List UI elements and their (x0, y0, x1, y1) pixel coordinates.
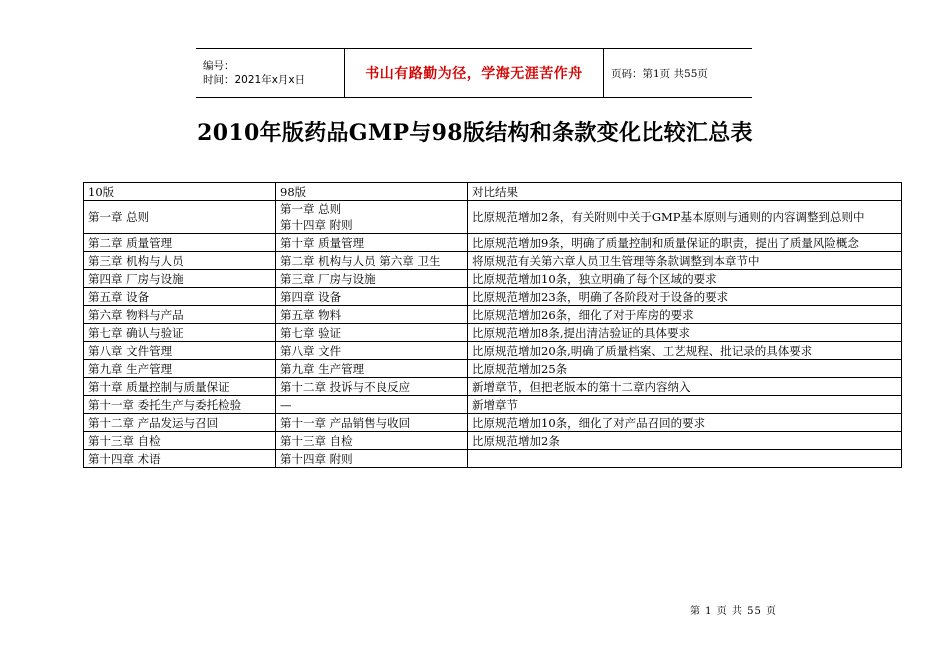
header-cell-result: 对比结果 (468, 183, 902, 201)
header-page (604, 49, 752, 97)
cell-v10-chapter: 第十三章 自检 (84, 432, 276, 450)
table-row (84, 306, 902, 324)
v98-chapter-line: 第十四章 附则 (280, 451, 353, 466)
v98-chapter-line: 第十一章 产品销售与收回 (280, 415, 411, 430)
cell-v98-chapter (276, 270, 468, 288)
cell-v98-chapter (276, 342, 468, 360)
cell-comparison-result: 比原规范增加2条，有关附则中关于GMP基本原则与通则的内容调整到总则中 (468, 201, 902, 234)
table-row (84, 324, 902, 342)
v98-chapter-line: — (280, 397, 292, 412)
cell-v98-chapter (276, 288, 468, 306)
cell-comparison-result: 比原规范增加23条，明确了各阶段对于设备的要求 (468, 288, 902, 306)
cell-v98-chapter (276, 414, 468, 432)
v98-chapter-line: 第十章 质量管理 (280, 235, 365, 250)
cell-v98-chapter (276, 306, 468, 324)
table-row (84, 378, 902, 396)
cell-comparison-result: 将原规范有关第六章人员卫生管理等条款调整到本章节中 (468, 252, 902, 270)
doc-number-label: 编号： (203, 60, 235, 72)
cell-v10-chapter: 第十一章 委托生产与委托检验 (84, 396, 276, 414)
header-info (196, 49, 344, 97)
table-row (84, 252, 902, 270)
comparison-table (83, 182, 902, 468)
cell-v98-chapter (276, 324, 468, 342)
header-motto (344, 49, 604, 97)
cell-comparison-result: 比原规范增加25条 (468, 360, 902, 378)
cell-comparison-result: 比原规范增加26条，细化了对于库房的要求 (468, 306, 902, 324)
cell-v98-chapter (276, 378, 468, 396)
table-header-row (84, 183, 902, 201)
v98-chapter-line: 第七章 验证 (280, 325, 342, 340)
cell-v10-chapter: 第十二章 产品发运与召回 (84, 414, 276, 432)
cell-comparison-result: 新增章节，但把老版本的第十二章内容纳入 (468, 378, 902, 396)
page-number-label: 页码：第1页 共55页 (611, 67, 708, 80)
page-footer: 第 1 页 共 55 页 (690, 606, 777, 617)
cell-v98-chapter (276, 201, 468, 234)
header-cell-v98: 98版 (276, 183, 468, 201)
table-row (84, 360, 902, 378)
cell-comparison-result (468, 450, 902, 468)
table-row (84, 270, 902, 288)
table-row (84, 396, 902, 414)
cell-v10-chapter: 第十四章 术语 (84, 450, 276, 468)
cell-v10-chapter: 第二章 质量管理 (84, 234, 276, 252)
cell-v10-chapter: 第十章 质量控制与质量保证 (84, 378, 276, 396)
v98-chapter-line: 第一章 总则 (280, 202, 342, 216)
table-row (84, 414, 902, 432)
table-row (84, 201, 902, 234)
table-row (84, 432, 902, 450)
cell-v98-chapter (276, 234, 468, 252)
table-row (84, 288, 902, 306)
cell-v98-chapter (276, 450, 468, 468)
table-row (84, 342, 902, 360)
v98-chapter-line: 第八章 文件 (280, 343, 342, 358)
v98-chapter-line: 第三章 厂房与设施 (280, 271, 376, 286)
v98-chapter-line: 第十四章 附则 (280, 218, 353, 232)
cell-v10-chapter: 第四章 厂房与设施 (84, 270, 276, 288)
table-row (84, 450, 902, 468)
cell-v98-chapter (276, 432, 468, 450)
cell-v98-chapter (276, 252, 468, 270)
cell-comparison-result: 比原规范增加8条,提出清洁验证的具体要求 (468, 324, 902, 342)
page-title: 2010年版药品GMP与98版结构和条款变化比较汇总表 (197, 120, 753, 146)
cell-v10-chapter: 第一章 总则 (84, 201, 276, 234)
document-header (196, 48, 752, 98)
cell-comparison-result: 比原规范增加2条 (468, 432, 902, 450)
cell-v10-chapter: 第三章 机构与人员 (84, 252, 276, 270)
v98-chapter-line: 第二章 机构与人员 第六章 卫生 (280, 253, 441, 268)
doc-date-label: 时间：2021年x月x日 (203, 74, 306, 86)
cell-comparison-result: 新增章节 (468, 396, 902, 414)
table-row (84, 234, 902, 252)
v98-chapter-line: 第十二章 投诉与不良反应 (280, 379, 411, 394)
cell-comparison-result: 比原规范增加20条,明确了质量档案、工艺规程、批记录的具体要求 (468, 342, 902, 360)
cell-v98-chapter (276, 396, 468, 414)
cell-v10-chapter: 第九章 生产管理 (84, 360, 276, 378)
cell-v98-chapter (276, 360, 468, 378)
v98-chapter-line: 第九章 生产管理 (280, 361, 365, 376)
motto-text: 书山有路勤为径，学海无涯苦作舟 (365, 66, 583, 82)
v98-chapter-line: 第十三章 自检 (280, 433, 353, 448)
cell-comparison-result: 比原规范增加10条，独立明确了每个区域的要求 (468, 270, 902, 288)
cell-v10-chapter: 第八章 文件管理 (84, 342, 276, 360)
header-cell-v10: 10版 (84, 183, 276, 201)
v98-chapter-line: 第五章 物料 (280, 307, 342, 322)
cell-v10-chapter: 第七章 确认与验证 (84, 324, 276, 342)
cell-v10-chapter: 第六章 物料与产品 (84, 306, 276, 324)
v98-chapter-line: 第四章 设备 (280, 289, 342, 304)
cell-v10-chapter: 第五章 设备 (84, 288, 276, 306)
cell-comparison-result: 比原规范增加9条，明确了质量控制和质量保证的职责，提出了质量风险概念 (468, 234, 902, 252)
cell-comparison-result: 比原规范增加10条，细化了对产品召回的要求 (468, 414, 902, 432)
